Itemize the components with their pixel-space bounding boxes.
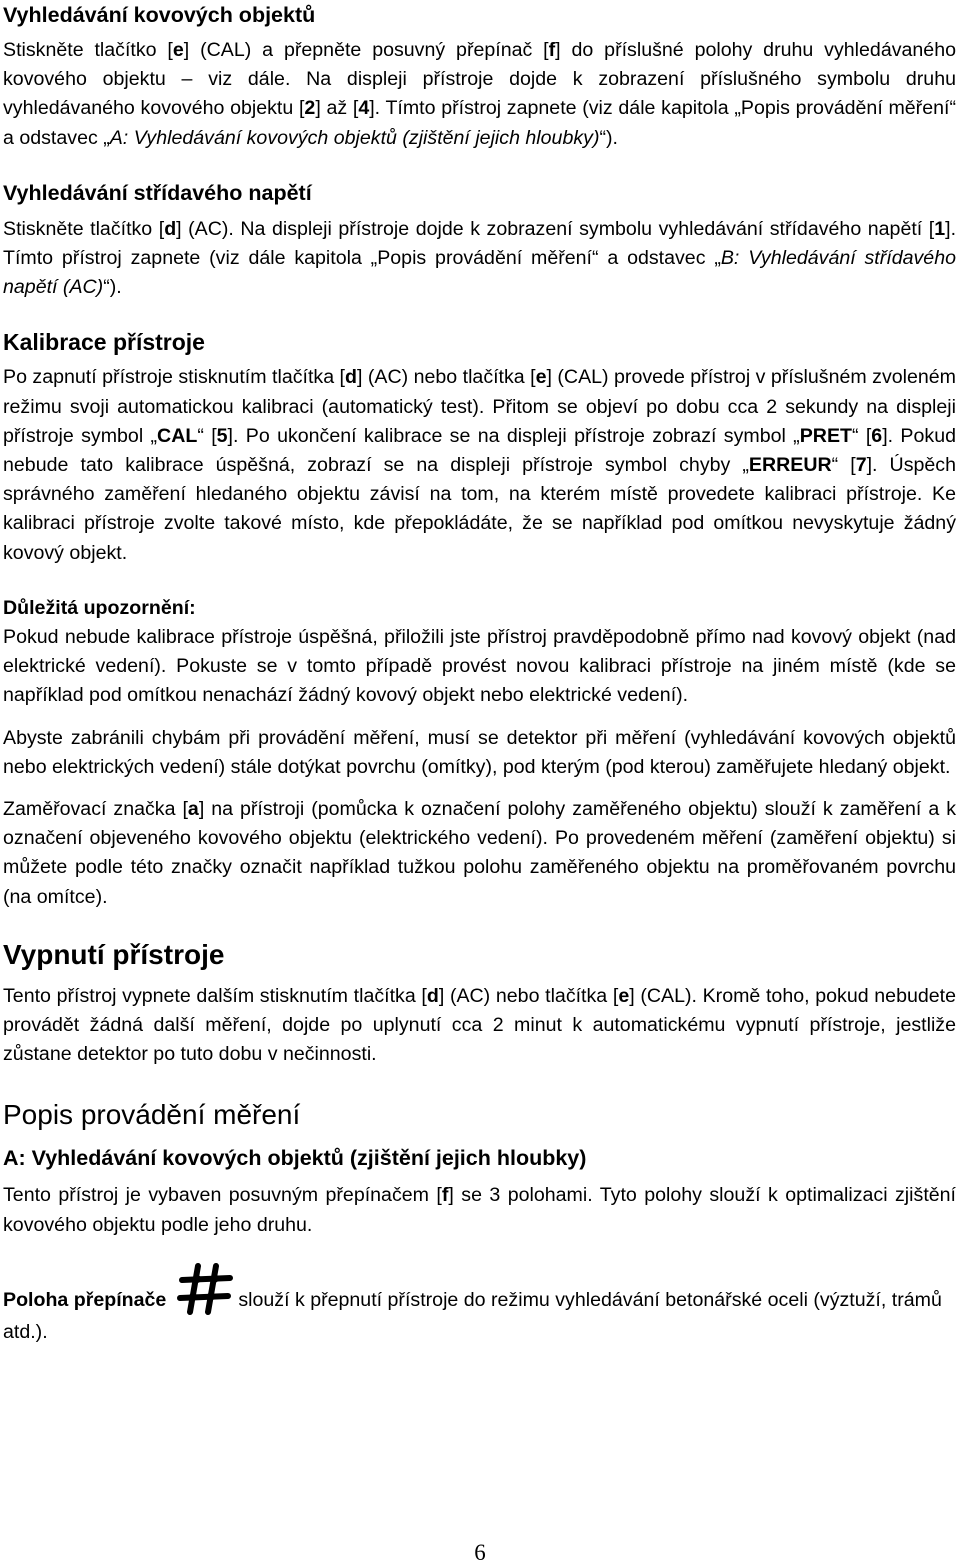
rebar-hash-icon (176, 1260, 236, 1318)
heading-calibration: Kalibrace přístroje (3, 329, 205, 356)
paragraph-metal-search: Stiskněte tlačítko [e] (CAL) a přepněte posuvný přepínač [f] do příslušné polohy druhu vyhledávaného kovového objektu – viz dále. Na displeji přístroje dojde k zobrazení příslušného symbolu druhu vyhledávaného kovového objektu [2] až [4]. Tímto přístroj zapnete (viz dále kapitola „Popis provádění měření“ a odstavec „A: Vyhledávání kovových objektů (zjištění jejich hloubky)“). (3, 39, 957, 149)
switch-position-label: Poloha přepínače (3, 1288, 167, 1311)
paragraph-note-1: Pokud nebude kalibrace přístroje úspěšná, přiložili jste přístroj pravděpodobně přímo nad kovový objekt (nad elektrické vedení). Pokuste se v tomto případě provést novou kalibraci přístroje na jiném místě (kde se například pod omítkou nenachází žádný kovový objekt nebo elektrické vedení). (3, 626, 956, 707)
heading-important-notes: Důležitá upozornění: (3, 596, 196, 619)
paragraph-ac-search: Stiskněte tlačítko [d] (AC). Na displeji přístroje dojde k zobrazení symbolu vyhledávání střídavého napětí [1]. Tímto přístroj zapnete (viz dále kapitola „Popis provádění měření“ a odstavec „B: Vyhledávání střídavého napětí (AC)“). (3, 217, 957, 299)
heading-ac-search: Vyhledávání střídavého napětí (3, 180, 312, 205)
heading-metal-search: Vyhledávání kovových objektů (3, 3, 316, 27)
heading-measurement-description: Popis provádění měření (3, 1099, 301, 1131)
paragraph-calibration: Po zapnutí přístroje stisknutím tlačítka [d] (AC) nebo tlačítka [e] (CAL) provede přístroj v příslušném zvoleném režimu svoji automatickou kalibraci (automatický test). Přitom se objeví po dobu cca 2 sekundy na displeji přístroje symbol „CAL“ [5]. Po ukončení kalibrace se na displeji přístroje zobrazí symbol „PRET“ [6]. Pokud nebude tato kalibrace úspěšná, zobrazí se na displeji přístroje symbol chyby „ERREUR“ [7]. Úspěch správného zaměření hledaného objektu závisí na tom, na kterém místě provedete kalibraci přístroje. Ke kalibraci přístroje zvolte takové místo, kde přepokládáte, že se například pod omítkou nevyskytuje žádný kovový objekt. (3, 366, 957, 564)
heading-metal-depth: A: Vyhledávání kovových objektů (zjištění jejich hloubky) (3, 1146, 587, 1171)
document-page (3, 0, 956, 1347)
paragraph-power-off: Tento přístroj vypnete dalším stisknutím tlačítka [d] (AC) nebo tlačítka [e] (CAL). Kromě toho, pokud nebudete provádět žádná další měření, dojde po uplynutí cca 2 minut k automatickému vypnutí přístroje, jestliže zůstane detektor po tuto dobu v nečinnosti. (3, 984, 956, 1066)
page-number: 6 (474, 1540, 486, 1565)
paragraph-note-3: Zaměřovací značka [a] na přístroji (pomůcka k označení polohy zaměřeného objektu) slouží k zaměření a k označení objeveného kovového objektu (elektrického vedení). Po provedeném měření (zaměření objektu) si můžete podle této značky označit například tužkou polohu zaměřeného objektu na proměřovaném povrchu (na omítce). (3, 798, 957, 908)
paragraph-slider-switch: Tento přístroj je vybaven posuvným přepínačem [f] se 3 polohami. Tyto polohy slouží k optimalizaci zjištění kovového objektu podle jeho druhu. (3, 1184, 956, 1236)
heading-power-off: Vypnutí přístroje (3, 938, 225, 970)
paragraph-note-2: Abyste zabránili chybám při provádění měření, musí se detektor při měření (vyhledávání kovových objektů nebo elektrických vedení) stále dotýkat povrchu (omítky), pod kterým (pod kterou) zaměřujete hledaný objekt. (3, 726, 956, 778)
paragraph-switch-position: Poloha přepínače slouží k přepnutí přístroje do režimu vyhledávání betonářské oceli (výztuží, trámů atd.). (3, 1260, 956, 1347)
